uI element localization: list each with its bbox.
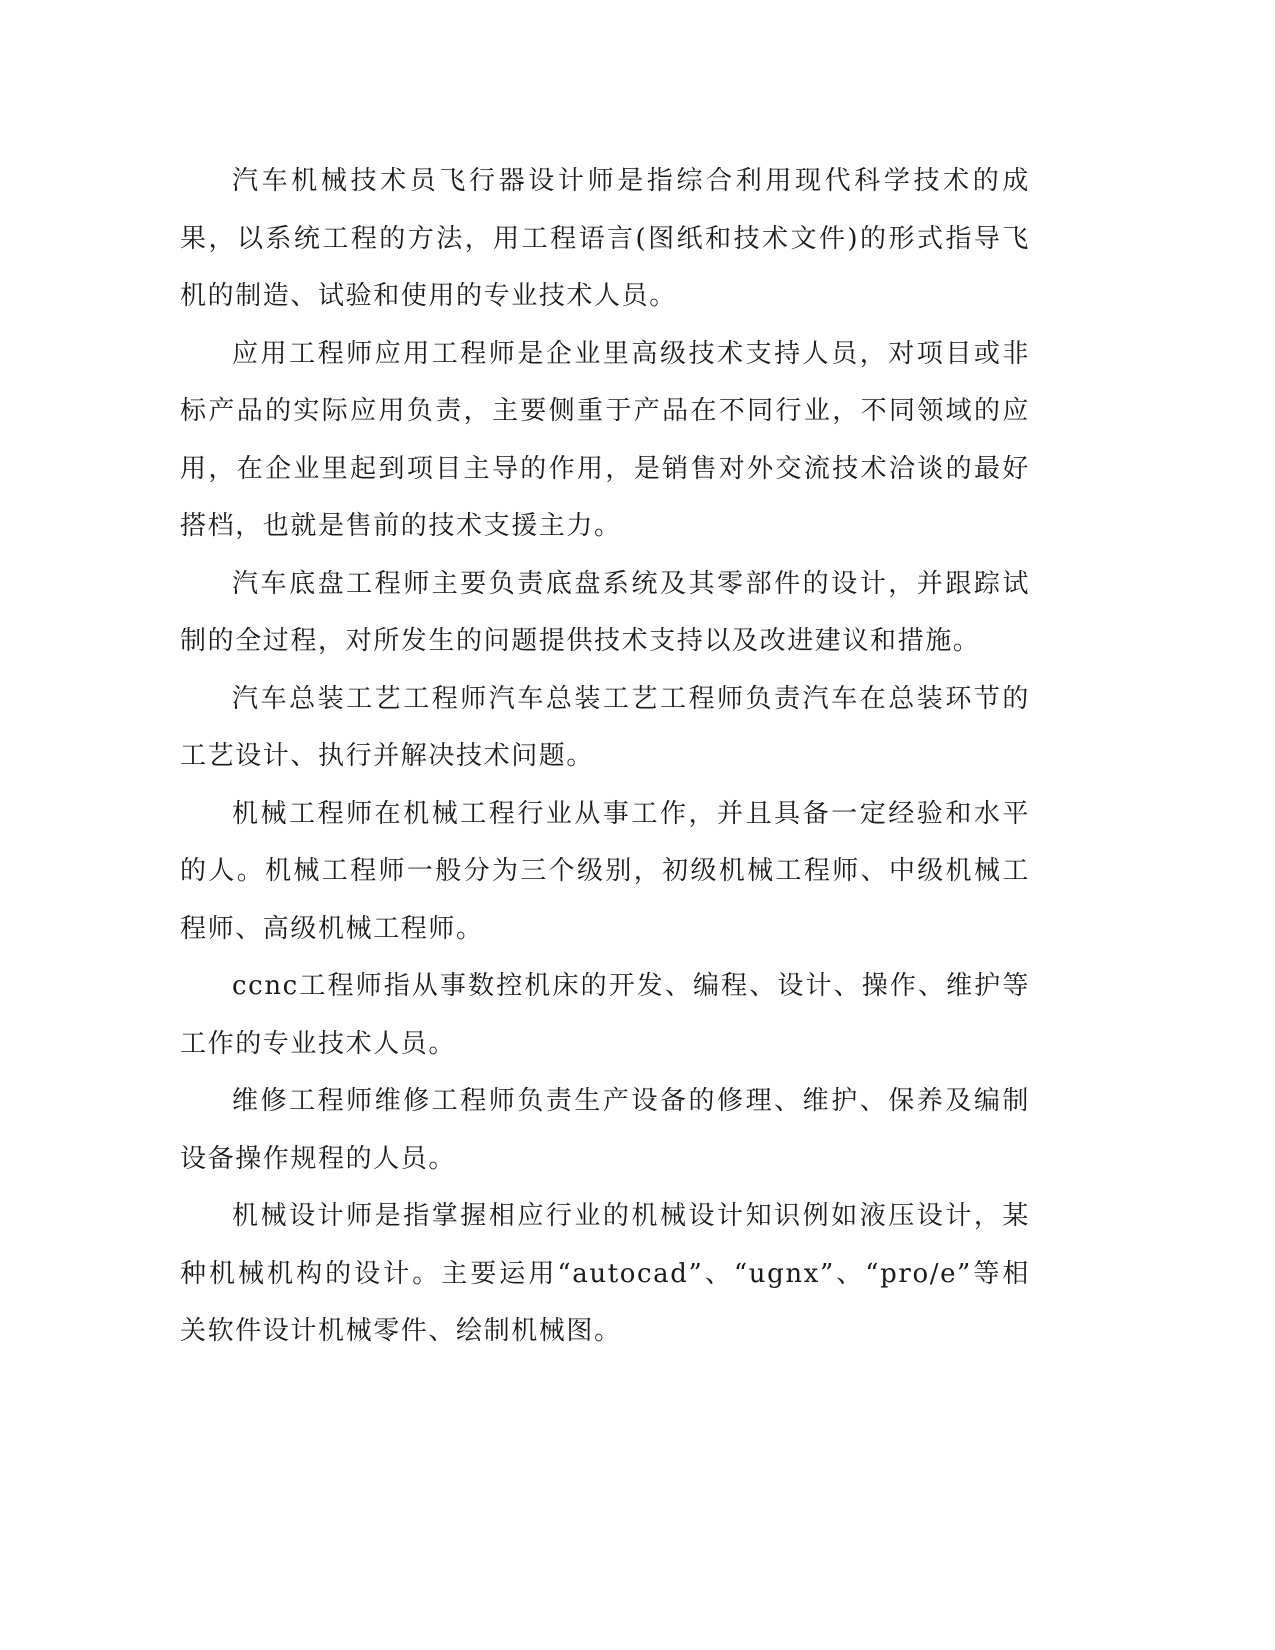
paragraph-mechanical-designer: 机械设计师是指掌握相应行业的机械设计知识例如液压设计，某种机械机构的设计。主要运用“autocad”、“ugnx”、“pro/e”等相关软件设计机械零件、绘制机械图。 [180, 1201, 1030, 1346]
paragraph-application-engineer: 应用工程师应用工程师是企业里高级技术支持人员，对项目或非标产品的实际应用负责，主要侧重于产品在不同行业，不同领域的应用，在企业里起到项目主导的作用，是销售对外交流技术洽谈的最好搭档，也就是售前的技术支援主力。 [180, 338, 1030, 541]
document-page [180, 153, 1030, 1361]
paragraph-mechanical-engineer: 机械工程师在机械工程行业从事工作，并且具备一定经验和水平的人。机械工程师一般分为三个级别，初级机械工程师、中级机械工程师、高级机械工程师。 [180, 798, 1030, 944]
paragraph-cnc-engineer: ccnc工程师指从事数控机床的开发、编程、设计、操作、维护等工作的专业技术人员。 [180, 971, 1030, 1059]
paragraph-assembly-process-engineer: 汽车总装工艺工程师汽车总装工艺工程师负责汽车在总装环节的工艺设计、执行并解决技术问题。 [180, 683, 1030, 771]
paragraph-chassis-engineer: 汽车底盘工程师主要负责底盘系统及其零部件的设计，并跟踪试制的全过程，对所发生的问题提供技术支持以及改进建议和措施。 [180, 568, 1030, 656]
paragraph-aircraft-designer: 汽车机械技术员飞行器设计师是指综合利用现代科学技术的成果，以系统工程的方法，用工程语言(图纸和技术文件)的形式指导飞机的制造、试验和使用的专业技术人员。 [180, 166, 1030, 311]
paragraph-maintenance-engineer: 维修工程师维修工程师负责生产设备的修理、维护、保养及编制设备操作规程的人员。 [180, 1086, 1030, 1174]
